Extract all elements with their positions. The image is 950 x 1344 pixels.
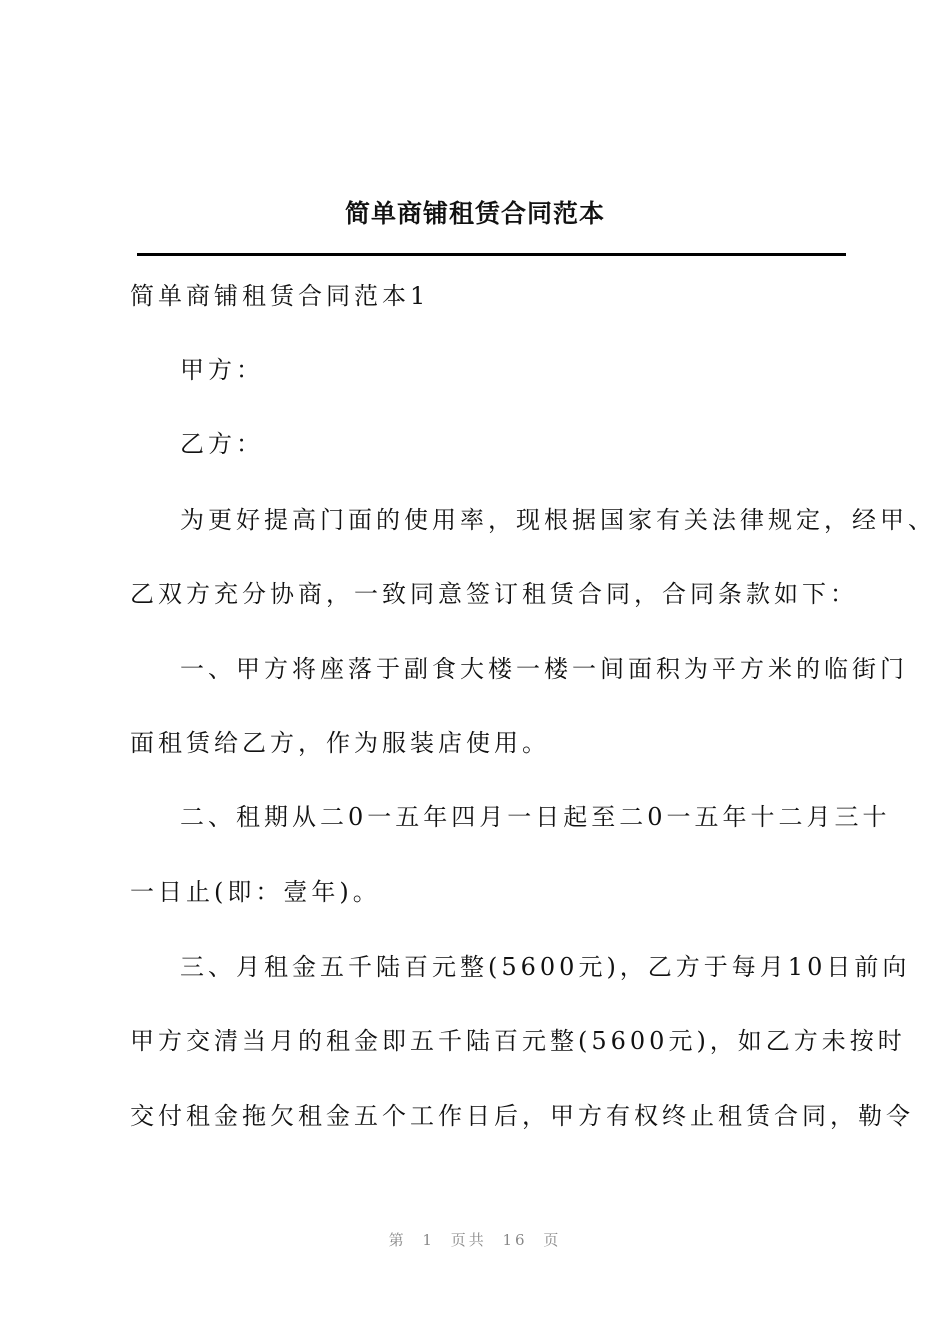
party-a-line: 甲方： bbox=[180, 356, 264, 384]
paragraph-line: 二、租期从二0一五年四月一日起至二0一五年十二月三十 bbox=[180, 803, 891, 831]
paragraph-line: 为更好提高门面的使用率，现根据国家有关法律规定，经甲、 bbox=[180, 506, 936, 534]
document-title: 简单商铺租赁合同范本 bbox=[344, 199, 605, 228]
section-heading: 简单商铺租赁合同范本1 bbox=[130, 282, 430, 310]
page-number-footer: 第 1 页共 16 页 bbox=[388, 1231, 562, 1249]
paragraph-line: 一日止(即：壹年)。 bbox=[130, 878, 381, 906]
paragraph-line: 三、月租金五千陆百元整(5600元)，乙方于每月10日前向 bbox=[180, 953, 911, 981]
party-b-line: 乙方： bbox=[180, 430, 264, 458]
paragraph-line: 面租赁给乙方，作为服装店使用。 bbox=[130, 729, 550, 757]
paragraph-line: 交付租金拖欠租金五个工作日后，甲方有权终止租赁合同，勒令 bbox=[130, 1102, 914, 1130]
paragraph-line: 乙双方充分协商，一致同意签订租赁合同，合同条款如下： bbox=[130, 580, 858, 608]
paragraph-line: 甲方交清当月的租金即五千陆百元整(5600元)，如乙方未按时 bbox=[130, 1027, 906, 1055]
paragraph-line: 一、甲方将座落于副食大楼一楼一间面积为平方米的临街门 bbox=[180, 655, 908, 683]
title-underline bbox=[137, 253, 846, 256]
